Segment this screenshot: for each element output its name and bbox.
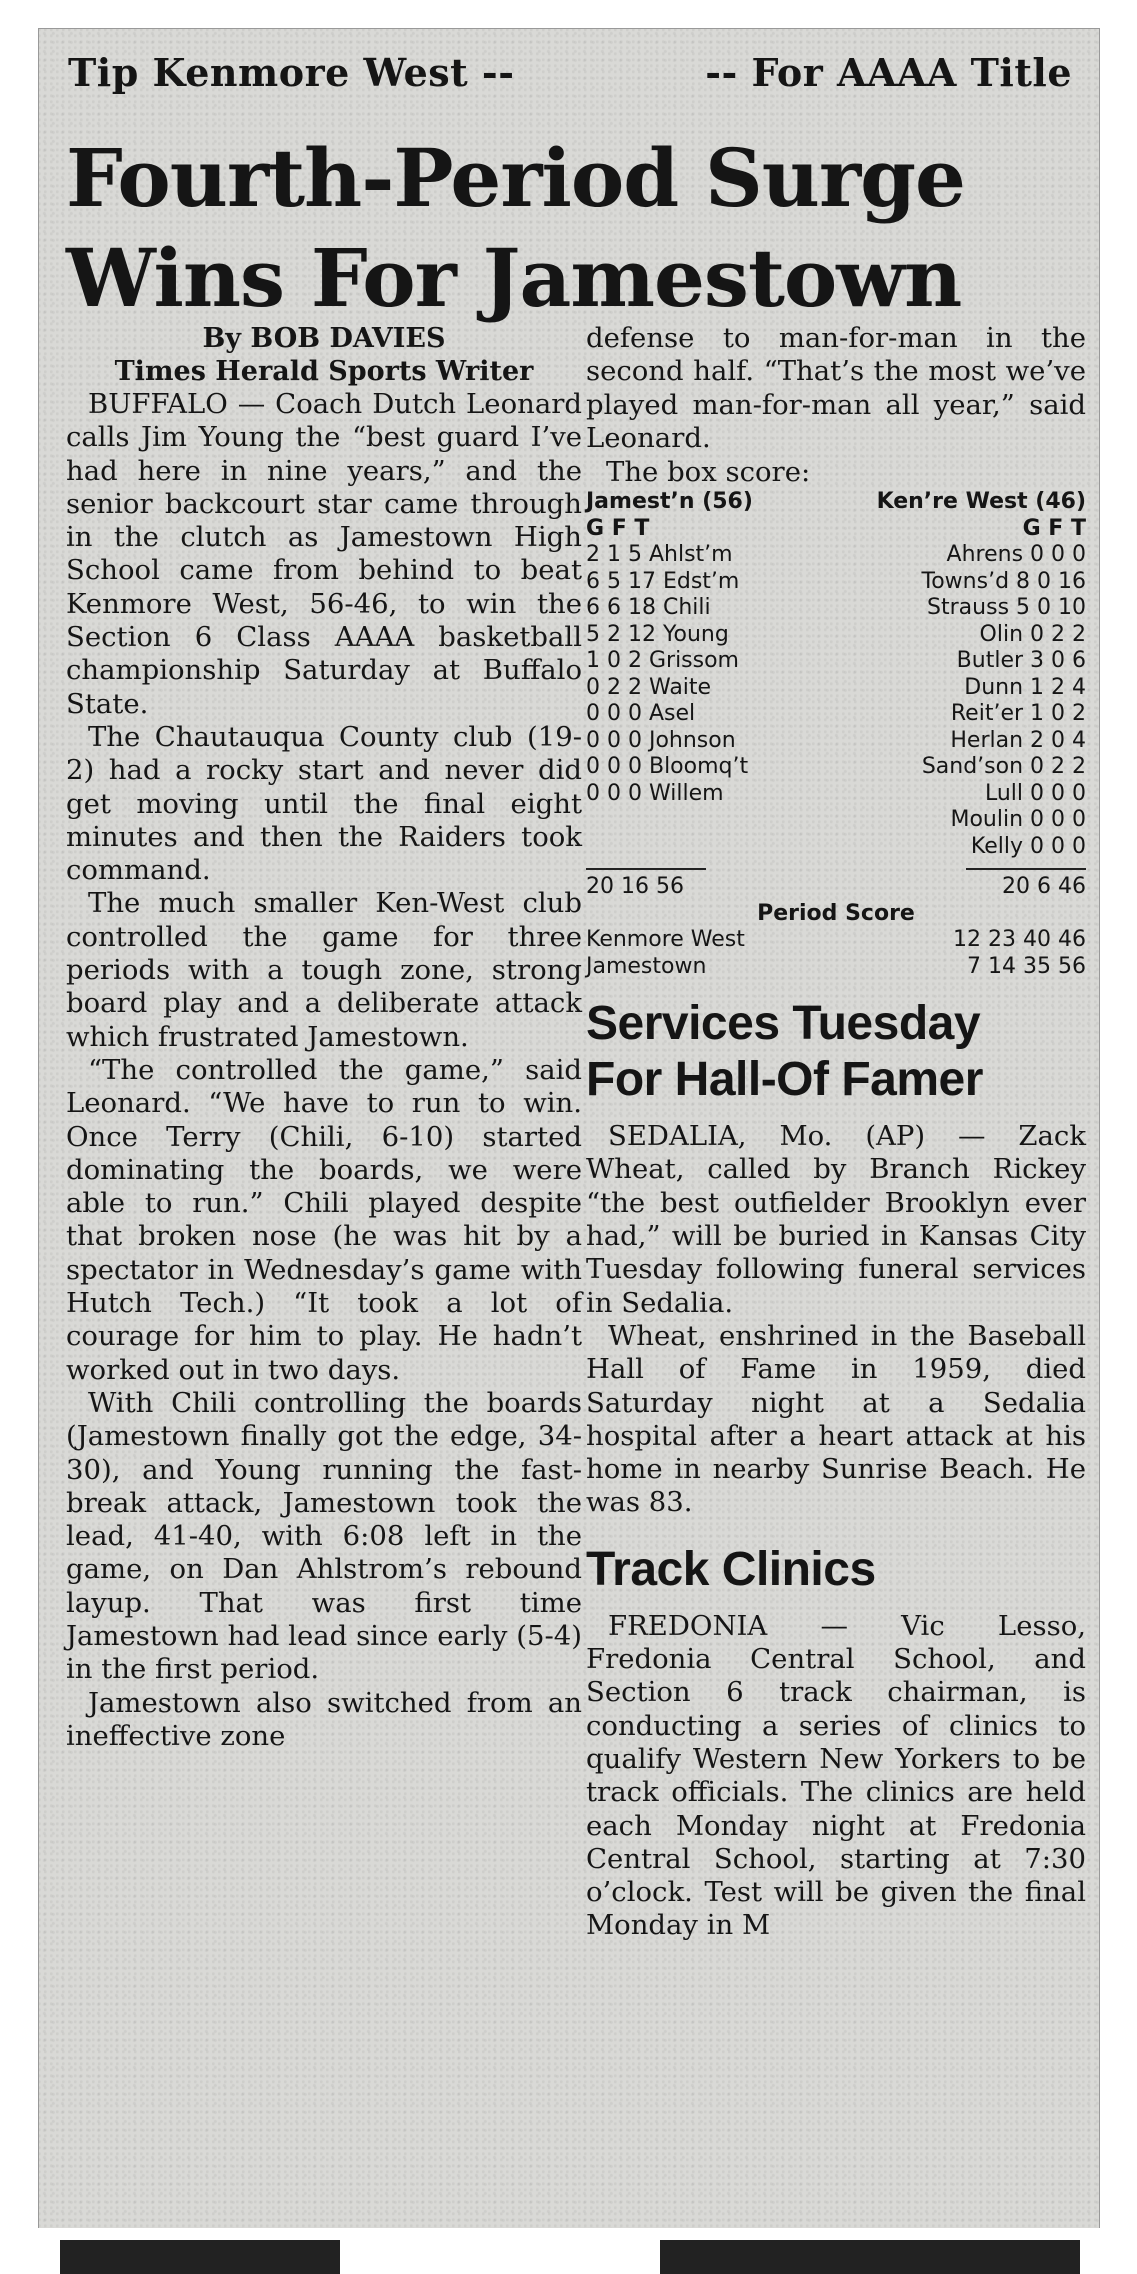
- team-right: Ken’re West (46): [876, 489, 1086, 515]
- headline: [66, 128, 1066, 328]
- box-row: Lull 0 0 0: [984, 780, 1086, 806]
- period-row: [586, 954, 1086, 981]
- story-paragraph: Jamestown also switched from an ineffective zone: [66, 1686, 582, 1752]
- story2-headline: [586, 996, 1086, 1108]
- box-row: 0 0 0 Johnson: [586, 727, 736, 753]
- right-column: [586, 322, 1086, 1943]
- box-row: Ahrens 0 0 0: [946, 542, 1086, 568]
- box-score: [586, 489, 1086, 980]
- period-score-title: Period Score: [757, 900, 915, 926]
- story-continuation: defense to man-for-man in the second half. “That’s the most we’ve played man-for-man all year,” said Leonard.: [586, 322, 1086, 454]
- dark-strip-right: [660, 2240, 1080, 2274]
- box-score-intro: The box score:: [606, 456, 811, 489]
- box-row: 0 0 0 Asel: [586, 701, 696, 727]
- story-paragraph: With Chili controlling the boards (Jamestown finally got the edge, 34-30), and Young running the fast-break attack, Jamestown took the lead, 41-40, with 6:08 left in the game, on Dan Ahlstrom’s rebound layup. That was first time Jamestown had lead since early (5-4) in the first period.: [66, 1386, 582, 1686]
- gft-left: G F T: [586, 515, 650, 541]
- story2-paragraph: Wheat, enshrined in the Baseball Hall of Fame in 1959, died Saturday night at a Sedalia hospital after a heart attack at his home in nearby Sunrise Beach. He was 83.: [586, 1319, 1086, 1519]
- box-row: Strauss 5 0 10: [927, 595, 1086, 621]
- period-row: [586, 927, 1086, 954]
- box-row: Reit’er 1 0 2: [950, 701, 1086, 727]
- box-row: 0 0 0 Bloomq’t: [586, 754, 749, 780]
- totals-left: 20 16 56: [586, 874, 684, 900]
- box-row: Towns’d 8 0 16: [921, 568, 1086, 594]
- box-row: 6 6 18 Chili: [586, 595, 711, 621]
- dark-strip-left: [60, 2240, 340, 2274]
- box-team-header: [586, 489, 1086, 516]
- box-right-rows: [922, 542, 1086, 860]
- box-row: 5 2 12 Young: [586, 621, 729, 647]
- box-row: Dunn 1 2 4: [964, 674, 1086, 700]
- story3-paragraph: FREDONIA — Vic Lesso, Fredonia Central School, and Section 6 track chairman, is conducting a series of clinics to qualify Western New Yorkers to be track officials. The clinics are held each Monday night at Fredonia Central School, starting at 7:30 o’clock. Test will be given the final Monday in M: [586, 1609, 1086, 1942]
- story2-headline-line-1: Services Tuesday: [586, 997, 981, 1051]
- story-paragraph: BUFFALO — Coach Dutch Leonard calls Jim Young the “best guard I’ve had here in nine years,” and the senior backcourt star came through in the clutch as Jamestown High School came from behind to beat Kenmore West, 56-46, to win the Section 6 Class AAAA basketball championship Saturday at Buffalo State.: [66, 388, 582, 720]
- box-rows: [586, 542, 1086, 860]
- box-row: 1 0 2 Grissom: [586, 648, 739, 674]
- story-paragraph: “The controlled the game,” said Leonard. “We have to run to win. Once Terry (Chili, 6-10) started dominating the boards, we were able to run.” Chili played despite that broken nose (he was hit by a spectator in Wednesday’s game with Hutch Tech.) “It took a lot of courage for him to play. He hadn’t worked out in two days.: [66, 1053, 582, 1386]
- byline-title: Times Herald Sports Writer: [114, 356, 534, 387]
- box-row: Herlan 2 0 4: [950, 727, 1086, 753]
- box-row: Sand’son 0 2 2: [921, 754, 1086, 780]
- box-row: 2 1 5 Ahlst’m: [586, 542, 733, 568]
- story-paragraph: The Chautauqua County club (19-2) had a rocky start and never did get moving until the final eight minutes and then the Raiders took command.: [66, 720, 582, 887]
- story3-headline: Track Clinics: [586, 1542, 876, 1596]
- kicker-left: Tip Kenmore West --: [68, 50, 515, 95]
- period-scores: 12 23 40 46: [953, 927, 1086, 953]
- period-team: Jamestown: [586, 953, 707, 979]
- box-gft-header: [586, 516, 1086, 543]
- gft-right: G F T: [1022, 515, 1086, 541]
- byline-author: By BOB DAVIES: [202, 323, 446, 354]
- box-row: 0 0 0 Willem: [586, 780, 724, 806]
- story2-paragraph: SEDALIA, Mo. (AP) — Zack Wheat, called by Branch Rickey “the best outfielder Brooklyn ever had,” will be buried in Kansas City Tuesday following funeral services in Sedalia.: [586, 1120, 1086, 1319]
- totals-rule: [586, 868, 1086, 870]
- period-scores: 7 14 35 56: [967, 953, 1086, 979]
- box-row: Moulin 0 0 0: [950, 807, 1086, 833]
- headline-line-1: Fourth-Period Surge: [66, 131, 965, 225]
- box-row: 0 2 2 Waite: [586, 674, 712, 700]
- box-totals: [586, 874, 1086, 901]
- left-column: [66, 322, 582, 1753]
- box-row: Kelly 0 0 0: [970, 833, 1086, 859]
- box-row: Butler 3 0 6: [956, 648, 1086, 674]
- story-paragraph: The much smaller Ken-West club controlled the game for three periods with a tough zone, strong board play and a deliberate attack which frustrated Jamestown.: [66, 887, 582, 1053]
- team-left: Jamest’n (56): [586, 489, 753, 515]
- box-row: 6 5 17 Edst’m: [586, 568, 740, 594]
- newspaper-clipping: [38, 28, 1100, 2258]
- kicker-right: -- For AAAA Title: [705, 50, 1072, 95]
- box-row: Olin 0 2 2: [979, 621, 1086, 647]
- period-team: Kenmore West: [586, 927, 745, 953]
- headline-line-2: Wins For Jamestown: [66, 231, 962, 325]
- box-left-rows: [586, 542, 748, 860]
- totals-right: 20 6 46: [1002, 874, 1086, 900]
- story2-headline-line-2: For Hall-Of Famer: [586, 1053, 983, 1107]
